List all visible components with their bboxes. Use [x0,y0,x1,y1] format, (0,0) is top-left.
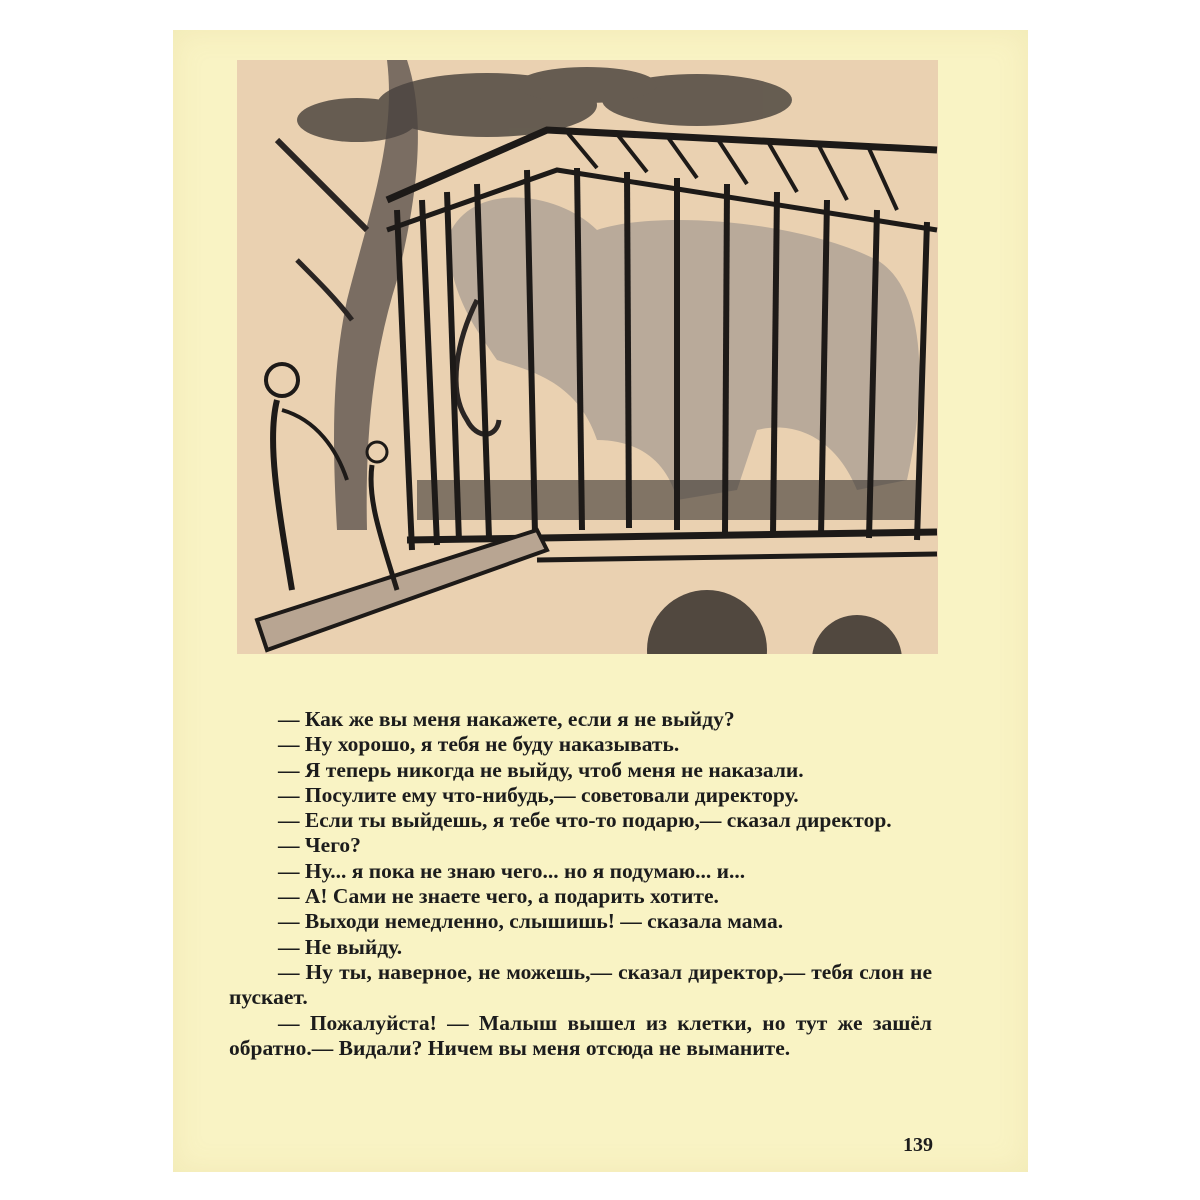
illustration-drawing [237,60,938,654]
paragraph: — Ну ты, наверное, не можешь,— сказал директор,— тебя слон не пускает. [229,959,932,1010]
story-text [229,707,932,1061]
paragraph: — Ну... я пока не знаю чего... но я подумаю... и... [278,858,746,883]
page-number: 139 [903,1134,933,1156]
book-page [173,30,1028,1172]
paragraph: — Если ты выйдешь, я тебе что-то подарю,— сказал директор. [278,808,892,833]
paragraph: — Выходи немедленно, слышишь! — сказала мама. [278,909,784,934]
paragraph: — Как же вы меня накажете, если я не выйду? [278,707,735,731]
paragraph: — Посулите ему что-нибудь,— советовали директору. [278,782,799,807]
paragraph: — Я теперь никогда не выйду, чтоб меня не наказали. [278,757,804,782]
paragraph: — Пожалуйста! — Малыш вышел из клетки, но тут же зашёл обратно.— Видали? Ничем вы меня отсюда не выманите. [229,1010,932,1060]
paragraph: — А! Сами не знаете чего, а подарить хотите. [278,884,719,909]
paragraph: — Ну хорошо, я тебя не буду наказывать. [278,732,680,757]
paragraph: — Чего? [278,833,361,858]
illustration-elephant-cage [237,60,938,654]
paragraph: — Не выйду. [278,934,403,959]
